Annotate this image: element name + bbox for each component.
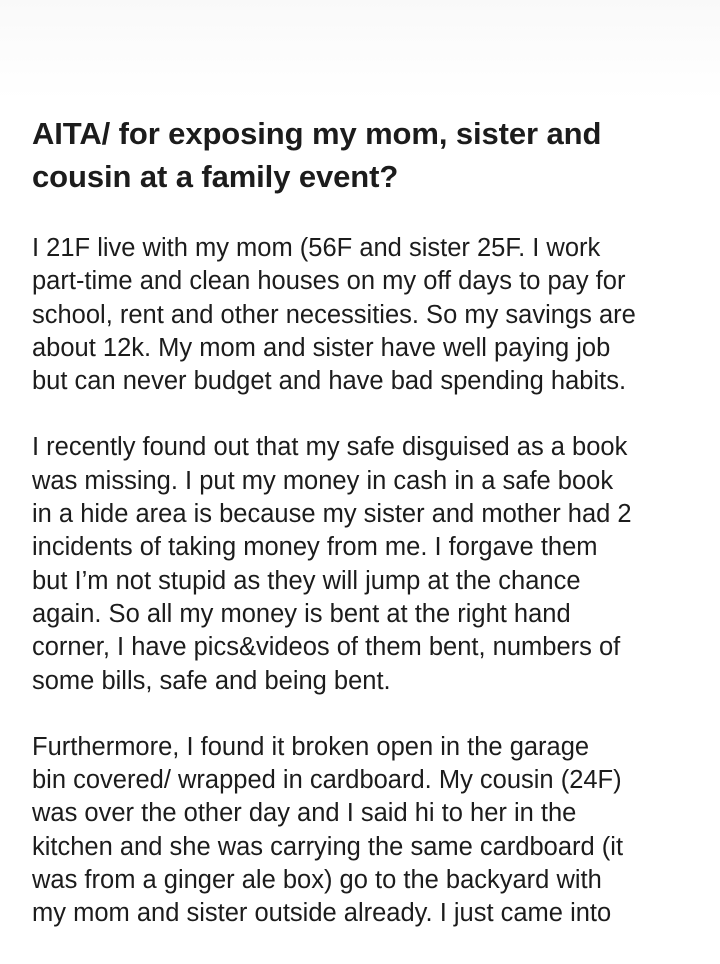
post-title: AITA/ for exposing my mom, sister and cousin at a family event?	[32, 116, 602, 194]
top-fade	[0, 0, 720, 100]
post-paragraph-3: Furthermore, I found it broken open in the garage bin covered/ wrapped in cardboard. My cousin (24F) was over the other day and I said hi to her in the kitchen and she was carrying the same cardboard (it was from a ginger ale box) go to the backyard with my mom and sister outside already. I just came into	[32, 732, 624, 928]
post-body	[32, 232, 696, 931]
post-paragraph-1: I 21F live with my mom (56F and sister 25F. I work part-time and clean houses on my off days to pay for school, rent and other necessities. So my savings are about 12k. My mom and sister have well paying job but can never budget and have bad spending habits.	[32, 234, 636, 396]
post-article	[32, 112, 696, 964]
post-paragraph-2: I recently found out that my safe disguised as a book was missing. I put my money in cash in a safe book in a hide area is because my sister and mother had 2 incidents of taking money from me. I forgave them but I’m not stupid as they will jump at the chance again. So all my money is bent at the right hand corner, I have pics&videos of them bent, numbers of some bills, safe and being bent.	[32, 433, 632, 695]
